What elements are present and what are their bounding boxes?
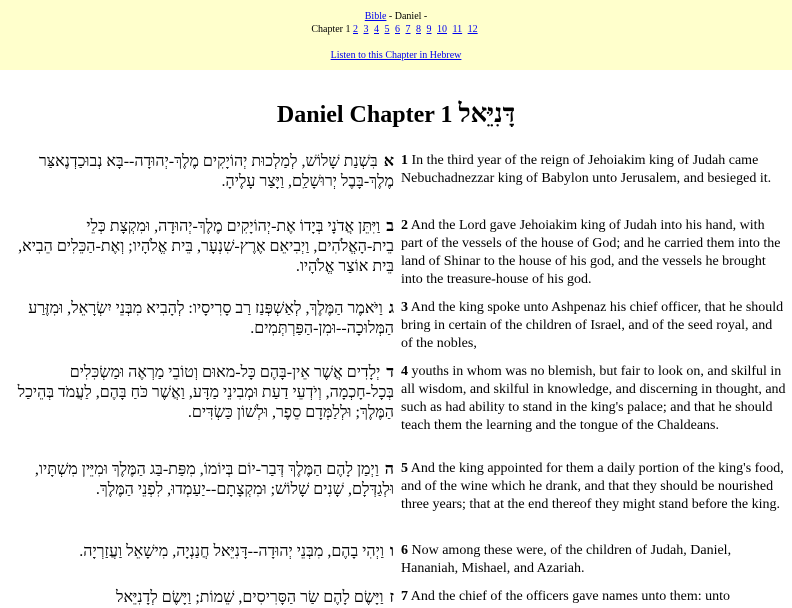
page-title bbox=[0, 98, 792, 131]
chapter-label: Chapter 1 bbox=[311, 24, 351, 35]
english-verse: And the chief of the officers gave names unto them: unto bbox=[410, 589, 731, 604]
chapter-link-2[interactable]: 2 bbox=[353, 24, 358, 35]
chapter-link-4[interactable]: 4 bbox=[374, 24, 379, 35]
chapter-link-3[interactable]: 3 bbox=[363, 24, 369, 35]
hebrew-text bbox=[10, 363, 394, 423]
chapter-link-8[interactable]: 8 bbox=[416, 24, 421, 35]
english-text bbox=[401, 588, 786, 606]
hebrew-verse: וַיָּשֶׂם לָהֶם שַׂר הַסָּרִיסִים, שֵׁמוֹת; וַיָּשֶׂם לְדָנִיֵּאל bbox=[116, 589, 384, 606]
verse-number: 6 bbox=[401, 543, 408, 558]
hebrew-verse: וַיִּתֵּן אֲדֹנָי בְּיָדוֹ אֶת-יְהוֹיָקִים מֶלֶךְ-יְהוּדָה, וּמִקְצָת כְּלֵי בֵית-הָאֱלֹהִים, וַיְבִיאֵם אֶרֶץ-שִׁנְעָר, בֵּית אֱלֹהָיו; וְאֶת-הַכֵּלִים הֵבִיא, בֵּית אוֹצַר אֱלֹהָיו. bbox=[18, 218, 394, 275]
hebrew-verse-number: ב bbox=[386, 218, 394, 235]
chapter-link-7[interactable]: 7 bbox=[405, 24, 411, 35]
verse-number: 1 bbox=[401, 153, 408, 168]
hebrew-verse: יְלָדִים אֲשֶׁר אֵין-בָּהֶם כָּל-מאוּם וְטוֹבֵי מַרְאֶה וּמַשְׂכִּלִים בְּכָל-חָכְמָה, וְיֹדְעֵי דַעַת וּמְבִינֵי מַדָּע, וַאֲשֶׁר כֹּחַ בָּהֶם, לַעֲמֹד בְּהֵיכַל הַמֶּלֶךְ; וּלְלַמְּדָם סֵפֶר, וּלְשׁוֹן כַּשְׂדִּים. bbox=[17, 364, 394, 421]
english-text bbox=[401, 152, 786, 188]
hebrew-verse-number: ז bbox=[389, 589, 394, 606]
hebrew-verse-number: ה bbox=[384, 461, 394, 478]
listen-hebrew-link[interactable]: Listen to this Chapter in Hebrew bbox=[330, 50, 462, 61]
english-verse: Now among these were, of the children of Judah, Daniel, Hananiah, Mishael, and Azariah. bbox=[401, 543, 732, 576]
title-english: Daniel Chapter 1 bbox=[276, 102, 453, 128]
hebrew-text bbox=[10, 299, 394, 339]
hebrew-text bbox=[10, 152, 394, 192]
english-text bbox=[401, 460, 786, 514]
hebrew-verse: בִּשְׁנַת שָׁלוֹשׁ, לְמַלְכוּת יְהוֹיָקִים מֶלֶךְ-יְהוּדָה--בָּא נְבוּכַדְנֶאצַּר מֶלֶךְ-בָּבֶל יְרוּשָׁלִַם, וַיָּצַר עָלֶיהָ. bbox=[38, 153, 394, 190]
english-verse: In the third year of the reign of Jehoiakim king of Judah came Nebuchadnezzar king of Babylon unto Jerusalem, and besieged it. bbox=[401, 153, 772, 186]
english-text bbox=[401, 542, 786, 578]
english-text bbox=[401, 363, 786, 435]
bible-link[interactable]: Bible bbox=[364, 11, 387, 22]
hebrew-verse-number: ו bbox=[389, 543, 394, 560]
english-verse: And the king appointed for them a daily portion of the king's food, and of the wine which he drank, and that they should be nourished three years; that at the end thereof they might stand before the king. bbox=[401, 461, 784, 512]
hebrew-text bbox=[10, 588, 394, 608]
hebrew-verse: וַיְהִי בָהֶם, מִבְּנֵי יְהוּדָה--דָּנִיֵּאל חֲנַנְיָה, מִישָׁאֵל וַעֲזַרְיָה. bbox=[79, 543, 384, 560]
hebrew-text bbox=[10, 542, 394, 562]
verse-number: 4 bbox=[401, 364, 408, 379]
chapter-nav bbox=[0, 23, 792, 36]
english-verse: And the king spoke unto Ashpenaz his chief officer, that he should bring in certain of the children of Israel, and of the seed royal, and of the nobles, bbox=[401, 300, 784, 351]
breadcrumb bbox=[0, 10, 792, 23]
english-verse: youths in whom was no blemish, but fair to look on, and skilful in all wisdom, and skilful in knowledge, and discerning in thought, and such as had ability to stand in the king's palace; and that he should teach them the learning and the tongue of the Chaldeans. bbox=[401, 364, 786, 433]
english-text bbox=[401, 299, 786, 353]
hebrew-text bbox=[10, 460, 394, 500]
verse-number: 5 bbox=[401, 461, 408, 476]
chapter-link-10[interactable]: 10 bbox=[437, 24, 447, 35]
chapter-link-5[interactable]: 5 bbox=[384, 24, 390, 35]
chapter-link-9[interactable]: 9 bbox=[426, 24, 432, 35]
english-text bbox=[401, 217, 786, 289]
title-hebrew: דָּנִיֵּאל bbox=[458, 99, 516, 128]
hebrew-verse: וַיְמַן לָהֶם הַמֶּלֶךְ דְּבַר-יוֹם בְּיוֹמוֹ, מִפַּת-בַּג הַמֶּלֶךְ וּמִיֵּין מִשְׁתָּיו, וּלְגַדְּלָם, שָׁנִים שָׁלוֹשׁ; וּמִקְצָתָם--יַעַמְדוּ, לִפְנֵי הַמֶּלֶךְ. bbox=[34, 461, 394, 498]
hebrew-verse-number: ד bbox=[386, 364, 394, 381]
verse-number: 3 bbox=[401, 300, 408, 315]
verse-number: 2 bbox=[401, 218, 408, 233]
hebrew-text bbox=[10, 217, 394, 277]
book-label: - Daniel - bbox=[388, 11, 428, 22]
chapter-link-12[interactable]: 12 bbox=[467, 24, 478, 35]
chapter-link-6[interactable]: 6 bbox=[395, 24, 400, 35]
hebrew-verse-number: א bbox=[383, 153, 394, 170]
chapter-link-11[interactable]: 11 bbox=[452, 24, 463, 35]
hebrew-verse-number: ג bbox=[388, 300, 394, 317]
verse-number: 7 bbox=[401, 589, 408, 604]
english-verse: And the Lord gave Jehoiakim king of Judah into his hand, with part of the vessels of the house of God; and he carried them into the land of Shinar to the house of his god, and the vessels he brought into the treasure-house of his god. bbox=[401, 218, 781, 287]
navigation-header bbox=[0, 0, 792, 70]
hebrew-verse: וַיֹּאמֶר הַמֶּלֶךְ, לְאַשְׁפְּנַז רַב סָרִיסָיו: לְהָבִיא מִבְּנֵי יִשְׂרָאֵל, וּמִזֶּרַע הַמְּלוּכָה--וּמִן-הַפַּרְתְּמִים. bbox=[28, 300, 394, 337]
